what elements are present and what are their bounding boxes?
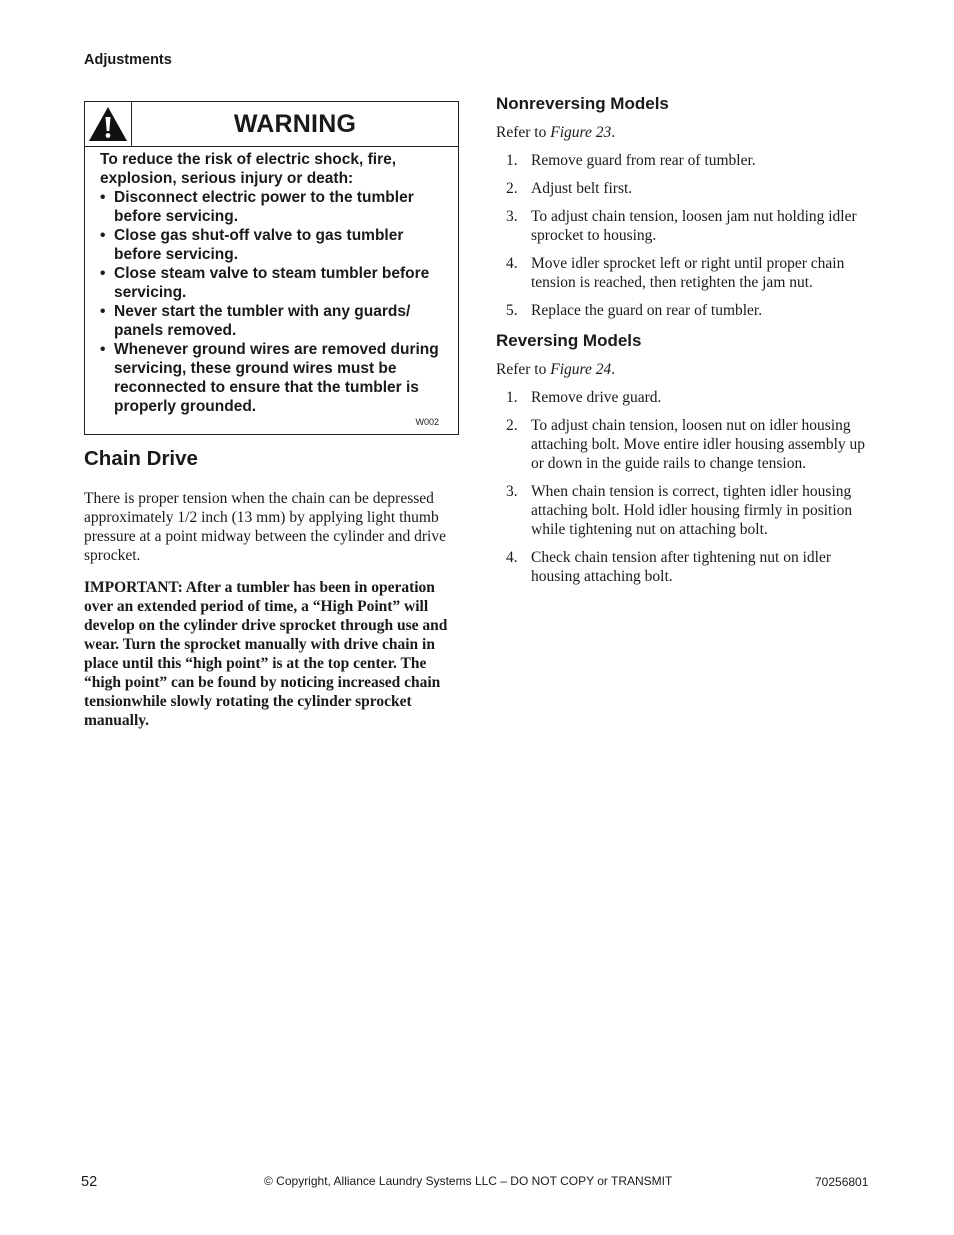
step-text: Adjust belt first. bbox=[531, 180, 633, 197]
refer-suffix: . bbox=[611, 361, 616, 378]
nonreversing-steps bbox=[496, 151, 874, 320]
warning-intro: To reduce the risk of electric shock, fire, explosion, serious injury or death: bbox=[100, 151, 397, 187]
reversing-steps bbox=[496, 388, 874, 586]
step-number: 1. bbox=[506, 389, 518, 406]
step-text: Remove drive guard. bbox=[531, 389, 662, 406]
step-item bbox=[496, 548, 874, 586]
refer-suffix: . bbox=[611, 124, 616, 141]
warning-body bbox=[85, 147, 458, 434]
figure-reference: Figure 24 bbox=[550, 361, 612, 378]
step-number: 2. bbox=[506, 417, 518, 434]
figure-reference: Figure 23 bbox=[550, 124, 612, 141]
warning-bullet: • Never start the tumbler with any guards/ panels removed. bbox=[100, 302, 442, 340]
step-number: 4. bbox=[506, 549, 518, 566]
step-item bbox=[496, 254, 874, 292]
step-text: Check chain tension after tightening nut on idler housing attaching bolt. bbox=[531, 549, 832, 585]
warning-icon-cell bbox=[85, 102, 132, 146]
right-column bbox=[496, 92, 874, 595]
important-note: IMPORTANT: After a tumbler has been in operation over an extended period of time, a “High Point” will develop on the cylinder drive sprocket through use and wear. Turn the sprocket manually with drive chain in place until this “high point” is at the top center. The “high point” can be found by noticing increased chain tensionwhile slowly rotating the cylinder sprocket manually. bbox=[84, 579, 448, 729]
warning-title: WARNING bbox=[233, 109, 357, 138]
step-number: 5. bbox=[506, 302, 518, 319]
step-number: 2. bbox=[506, 180, 518, 197]
step-text: To adjust chain tension, loosen nut on idler housing attaching bolt. Move entire idler housing assembly up or down in the guide rails to change tension. bbox=[531, 417, 866, 472]
step-text: Remove guard from rear of tumbler. bbox=[531, 152, 756, 169]
step-item bbox=[496, 388, 874, 407]
warning-bullet: • Close steam valve to steam tumbler before servicing. bbox=[100, 264, 442, 302]
step-item bbox=[496, 207, 874, 245]
step-text: Replace the guard on rear of tumbler. bbox=[531, 302, 763, 319]
step-item bbox=[496, 482, 874, 539]
section-header: Adjustments bbox=[84, 52, 172, 68]
step-item bbox=[496, 416, 874, 473]
step-text: When chain tension is correct, tighten idler housing attaching bolt. Hold idler housing firmly in position while tightening nut on attaching bolt. bbox=[531, 483, 853, 538]
nonreversing-title: Nonreversing Models bbox=[496, 94, 669, 113]
warning-bullet: • Disconnect electric power to the tumbler before servicing. bbox=[100, 188, 442, 226]
left-column bbox=[84, 101, 459, 730]
warning-box bbox=[84, 101, 459, 435]
reversing-title: Reversing Models bbox=[496, 331, 642, 350]
refer-prefix: Refer to bbox=[496, 124, 551, 141]
nonreversing-refer bbox=[496, 123, 874, 142]
refer-prefix: Refer to bbox=[496, 361, 551, 378]
step-number: 3. bbox=[506, 208, 518, 225]
reversing-refer bbox=[496, 360, 874, 379]
step-number: 1. bbox=[506, 152, 518, 169]
step-item bbox=[496, 151, 874, 170]
chain-drive-paragraph: There is proper tension when the chain can be depressed approximately 1/2 inch (13 mm) by applying light thumb pressure at a point midway between the cylinder and drive sprocket. bbox=[84, 490, 446, 564]
step-text: To adjust chain tension, loosen jam nut holding idler sprocket to housing. bbox=[531, 208, 857, 244]
step-item bbox=[496, 301, 874, 320]
step-text: Move idler sprocket left or right until proper chain tension is reached, then retighten the jam nut. bbox=[531, 255, 845, 291]
page-number: 52 bbox=[81, 1174, 98, 1190]
warning-bullet: • Close gas shut-off valve to gas tumbler before servicing. bbox=[100, 226, 442, 264]
warning-code: W002 bbox=[415, 417, 439, 427]
copyright-notice: © Copyright, Alliance Laundry Systems LLC – DO NOT COPY or TRANSMIT bbox=[264, 1174, 673, 1188]
warning-triangle-icon bbox=[88, 106, 128, 142]
warning-bullet-list bbox=[100, 188, 442, 416]
chain-drive-title: Chain Drive bbox=[84, 447, 198, 470]
warning-bullet: • Whenever ground wires are removed during servicing, these ground wires must be reconnected to ensure that the tumbler is properly grounded. bbox=[100, 340, 442, 416]
step-number: 4. bbox=[506, 255, 518, 272]
step-item bbox=[496, 179, 874, 198]
step-number: 3. bbox=[506, 483, 518, 500]
warning-header bbox=[85, 102, 458, 147]
document-number: 70256801 bbox=[815, 1175, 869, 1189]
